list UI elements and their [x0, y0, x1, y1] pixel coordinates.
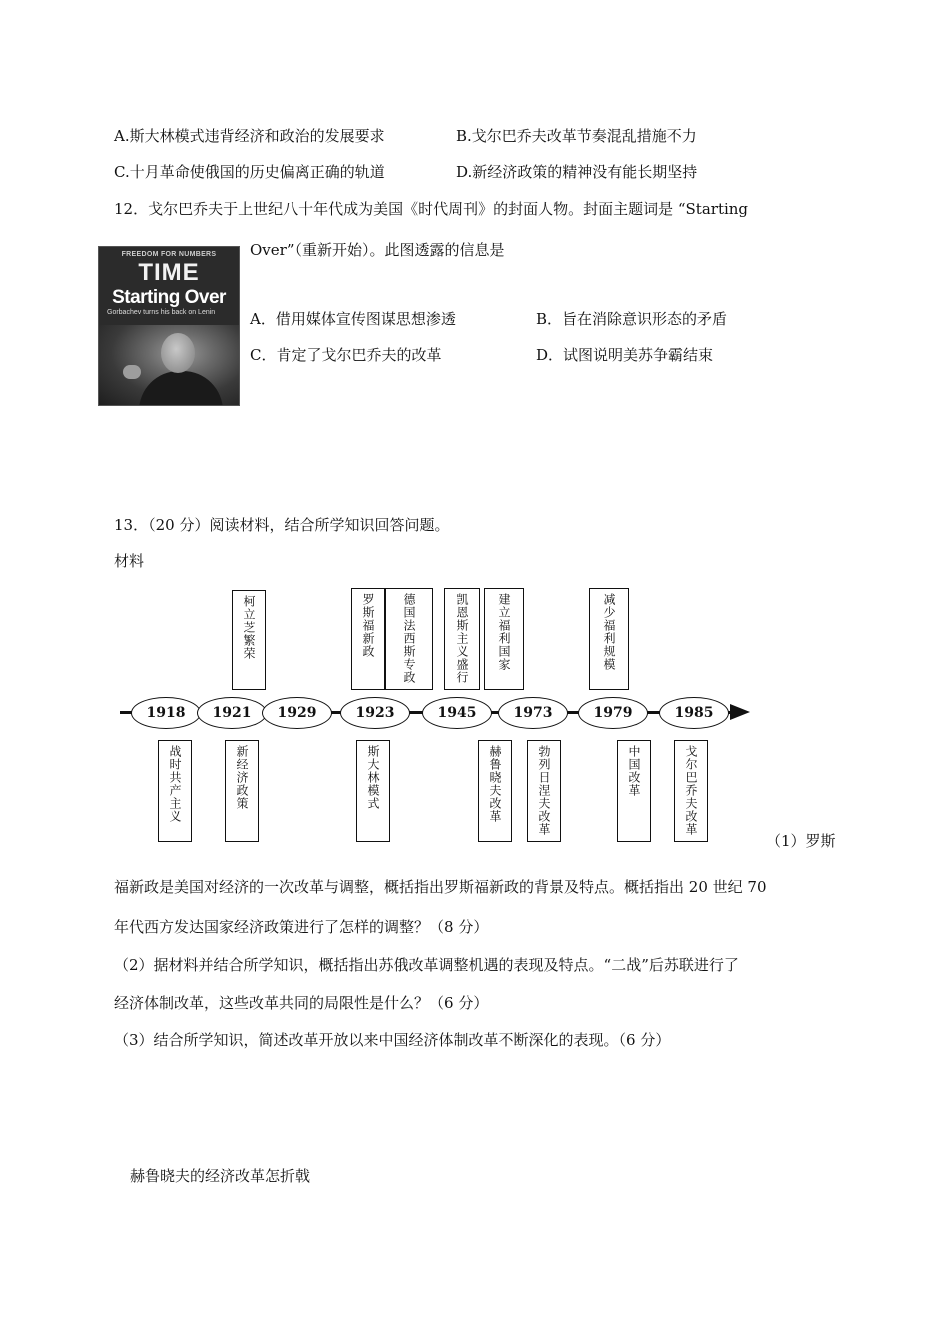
q13-sub1-line3: 年代西方发达国家经济政策进行了怎样的调整？（8 分） — [114, 918, 489, 936]
year-oval: 1923 — [340, 697, 410, 729]
cover-subline: Gorbachev turns his back on Lenin — [107, 309, 216, 316]
cover-headline: Starting Over — [112, 287, 226, 308]
cover-masthead: TIME — [138, 259, 200, 286]
timeline-box-above: 减少福利规模 — [589, 588, 629, 690]
timeline-box-below: 勃列日涅夫改革 — [527, 740, 561, 842]
timeline-box-below: 战时共产主义 — [158, 740, 192, 842]
q13-sub3: （3）结合所学知识，简述改革开放以来中国经济体制改革不断深化的表现。（6 分） — [114, 1031, 671, 1049]
timeline-box-below: 中国改革 — [617, 740, 651, 842]
timeline-arrow-icon — [730, 704, 750, 720]
timeline-box-below: 赫鲁晓夫改革 — [478, 740, 512, 842]
q12-stem-line2: Over”（重新开始）。此图透露的信息是 — [250, 241, 505, 259]
year-oval: 1945 — [422, 697, 492, 729]
cover-photo — [99, 325, 239, 405]
q13-sub2-line2: 经济体制改革，这些改革共同的局限性是什么？（6 分） — [114, 994, 489, 1012]
year-oval: 1918 — [131, 697, 201, 729]
timeline-box-above: 罗斯福新政 — [351, 588, 385, 690]
q13-sub2-line1: （2）据材料并结合所学知识，概括指出苏俄改革调整机遇的表现及特点。“二战”后苏联进行了 — [114, 956, 739, 974]
q11-option-a: A.斯大林模式违背经济和政治的发展要求 — [114, 127, 385, 145]
timeline-box-below: 斯大林模式 — [356, 740, 390, 842]
q12-option-d: D．试图说明美苏争霸结束 — [536, 346, 714, 364]
year-oval: 1985 — [659, 697, 729, 729]
cover-figure-hand — [123, 365, 141, 379]
q12-option-a: A．借用媒体宣传图谋思想渗透 — [250, 310, 456, 328]
q12-stem-line1: 12．戈尔巴乔夫于上世纪八十年代成为美国《时代周刊》的封面人物。封面主题词是 “Starting — [114, 200, 749, 218]
q12-option-b: B．旨在消除意识形态的矛盾 — [536, 310, 728, 328]
year-oval: 1979 — [578, 697, 648, 729]
q13-stem: 13．（20 分）阅读材料，结合所学知识回答问题。 — [114, 516, 450, 534]
year-oval: 1921 — [197, 697, 267, 729]
year-oval: 1929 — [262, 697, 332, 729]
q12-option-c: C．肯定了戈尔巴乔夫的改革 — [250, 346, 442, 364]
time-magazine-cover — [98, 246, 240, 406]
timeline-box-above: 柯立芝繁荣 — [232, 590, 266, 690]
timeline-box-above: 建立福利国家 — [484, 588, 524, 690]
timeline-box-below: 新经济政策 — [225, 740, 259, 842]
q11-option-b: B.戈尔巴乔夫改革节奏混乱措施不力 — [456, 127, 697, 145]
q11-option-c: C.十月革命使俄国的历史偏离正确的轨道 — [114, 163, 385, 181]
timeline-box-above: 凯恩斯主义盛行 — [444, 588, 480, 690]
q13-sub1-line2: 福新政是美国对经济的一次改革与调整，概括指出罗斯福新政的背景及特点。概括指出 20 世纪 70 — [114, 878, 767, 896]
timeline-box-below: 戈尔巴乔夫改革 — [674, 740, 708, 842]
q13-sub1-start: （1）罗斯 — [766, 832, 836, 850]
cover-figure-head — [161, 333, 195, 373]
q11-option-d: D.新经济政策的精神没有能长期坚持 — [456, 163, 698, 181]
material-label: 材料 — [114, 552, 145, 570]
year-oval: 1973 — [498, 697, 568, 729]
cover-figure-body — [139, 371, 223, 406]
cover-tagline: FREEDOM FOR NUMBERS — [121, 251, 217, 258]
timeline-box-above: 德国法西斯专政 — [385, 588, 433, 690]
footer-heading: 赫鲁晓夫的经济改革怎折戟 — [130, 1167, 311, 1185]
